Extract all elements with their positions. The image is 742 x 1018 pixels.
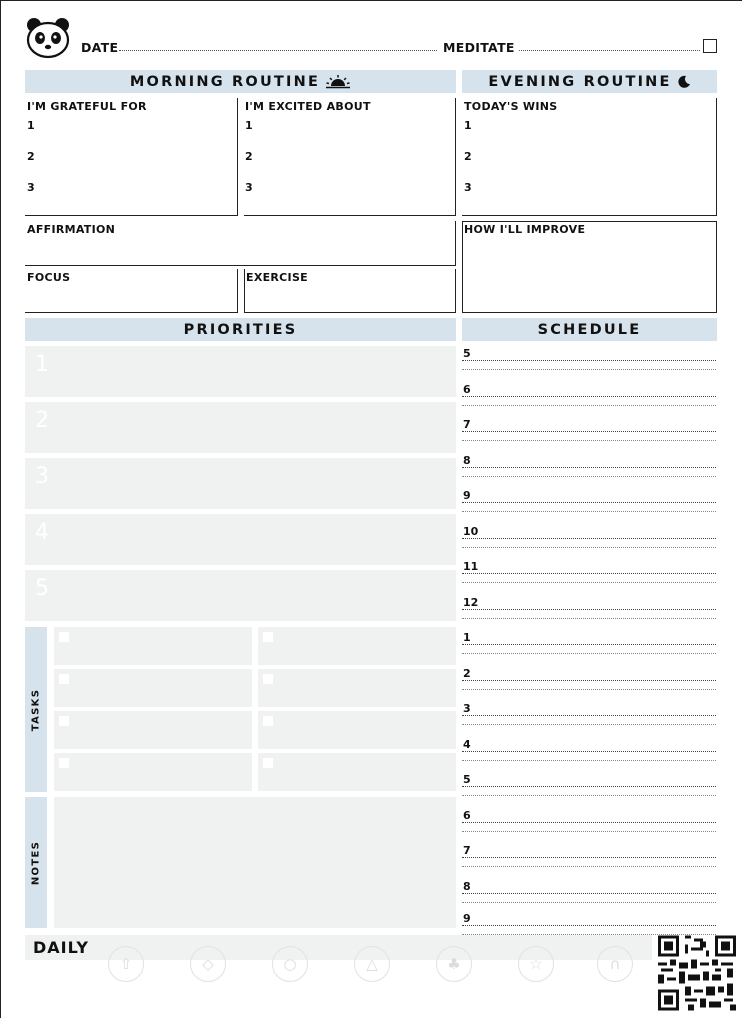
schedule-hour: 4: [463, 737, 471, 751]
schedule-row[interactable]: [462, 343, 716, 379]
schedule-hour: 8: [463, 879, 471, 893]
moon-icon: [677, 75, 691, 89]
grateful-number: 3: [27, 181, 35, 194]
excited-number: 3: [245, 181, 253, 194]
schedule-row[interactable]: [462, 840, 716, 876]
task-checkbox[interactable]: [59, 632, 69, 642]
excited-label: I'M EXCITED ABOUT: [245, 100, 371, 113]
task-checkbox[interactable]: [263, 674, 273, 684]
grateful-label: I'M GRATEFUL FOR: [27, 100, 147, 113]
schedule-hour: 9: [463, 912, 471, 925]
meditate-label: MEDITATE: [443, 40, 515, 55]
schedule-hour: 2: [463, 666, 471, 680]
schedule-hour: 6: [463, 382, 471, 396]
panda-logo-icon: [24, 15, 72, 61]
schedule-hour: 7: [463, 418, 471, 431]
priority-row[interactable]: [25, 570, 456, 621]
schedule-row[interactable]: [462, 450, 716, 486]
schedule-header: [462, 318, 717, 341]
priority-number: 3: [35, 464, 49, 489]
meditate-field[interactable]: [519, 50, 700, 51]
task-item[interactable]: [258, 753, 456, 791]
task-checkbox[interactable]: [263, 758, 273, 768]
schedule-row[interactable]: [462, 769, 716, 805]
excited-box[interactable]: [244, 98, 456, 216]
schedule-hour: 5: [463, 773, 471, 786]
improve-label: HOW I'LL IMPROVE: [464, 223, 586, 236]
excited-number: 2: [245, 150, 253, 163]
schedule-row[interactable]: [462, 627, 716, 663]
qr-code-icon[interactable]: [658, 935, 736, 1011]
exercise-label: EXERCISE: [246, 271, 308, 284]
priority-row[interactable]: [25, 346, 456, 397]
excited-number: 1: [245, 119, 253, 132]
schedule-row[interactable]: [462, 556, 716, 592]
grateful-number: 2: [27, 150, 35, 163]
schedule-row[interactable]: [462, 592, 716, 628]
priority-number: 2: [35, 408, 49, 433]
schedule-row[interactable]: [462, 734, 716, 770]
schedule-row[interactable]: [462, 521, 716, 557]
wins-number: 2: [464, 150, 472, 163]
priorities-header: [25, 318, 456, 341]
schedule-row[interactable]: [462, 805, 716, 841]
wins-number: 3: [464, 181, 472, 194]
priority-row[interactable]: [25, 402, 456, 453]
task-checkbox[interactable]: [59, 716, 69, 726]
schedule-hour: 1: [463, 631, 471, 644]
schedule-row[interactable]: [462, 876, 716, 912]
notes-area[interactable]: [54, 797, 456, 928]
task-item[interactable]: [54, 669, 252, 707]
priorities-title: PRIORITIES: [183, 321, 298, 338]
star-icon[interactable]: ☆: [518, 946, 554, 982]
notes-side-label: [25, 797, 47, 928]
clover-icon[interactable]: ♣: [436, 946, 472, 982]
task-item[interactable]: [258, 627, 456, 665]
todays-wins-box[interactable]: [462, 98, 717, 216]
schedule-hour: 8: [463, 453, 471, 467]
schedule-hour: 7: [463, 844, 471, 857]
schedule-hour: 3: [463, 702, 471, 715]
tasks-side-label: [25, 627, 47, 792]
task-item[interactable]: [54, 711, 252, 749]
task-item[interactable]: [258, 669, 456, 707]
task-checkbox[interactable]: [263, 632, 273, 642]
schedule-row[interactable]: [462, 663, 716, 699]
morning-routine-header: [25, 70, 456, 93]
task-checkbox[interactable]: [59, 674, 69, 684]
focus-label: FOCUS: [27, 271, 71, 284]
schedule-hour: 11: [463, 560, 479, 573]
task-checkbox[interactable]: [59, 758, 69, 768]
schedule-hour: 12: [463, 595, 479, 609]
wins-number: 1: [464, 119, 472, 132]
task-item[interactable]: [54, 627, 252, 665]
date-label: DATE: [81, 40, 119, 55]
schedule-hour: 10: [463, 524, 479, 538]
task-item[interactable]: [54, 753, 252, 791]
grateful-box[interactable]: [25, 98, 238, 216]
bell-icon[interactable]: △: [354, 946, 390, 982]
schedule-row[interactable]: [462, 414, 716, 450]
grateful-number: 1: [27, 119, 35, 132]
horseshoe-icon[interactable]: ∩: [597, 946, 633, 982]
task-item[interactable]: [258, 711, 456, 749]
diamond-icon[interactable]: ◇: [190, 946, 226, 982]
schedule-hour: 9: [463, 489, 471, 502]
affirmation-label: AFFIRMATION: [27, 223, 116, 236]
schedule-hour: 5: [463, 347, 471, 360]
priority-row[interactable]: [25, 458, 456, 509]
evening-routine-header: [462, 70, 717, 93]
todays-wins-label: TODAY'S WINS: [464, 100, 558, 113]
apple-icon[interactable]: ○: [272, 946, 308, 982]
priority-number: 5: [35, 576, 49, 601]
schedule-row[interactable]: [462, 379, 716, 415]
footer-title: DAILY: [33, 938, 89, 957]
notes-label: NOTES: [30, 840, 42, 885]
schedule-row[interactable]: [462, 485, 716, 521]
schedule-hour: 6: [463, 808, 471, 822]
priority-row[interactable]: [25, 514, 456, 565]
sunrise-icon: [325, 74, 351, 90]
morning-routine-title: MORNING ROUTINE: [129, 73, 321, 90]
date-field[interactable]: [119, 50, 437, 51]
up-arrow-icon[interactable]: ⇧: [108, 946, 144, 982]
task-checkbox[interactable]: [263, 716, 273, 726]
priority-number: 1: [35, 352, 49, 377]
priority-number: 4: [35, 520, 49, 545]
schedule-title: SCHEDULE: [537, 321, 642, 338]
schedule-row[interactable]: [462, 698, 716, 734]
tasks-label: TASKS: [30, 688, 42, 731]
evening-routine-title: EVENING ROUTINE: [488, 73, 672, 90]
meditate-checkbox[interactable]: [703, 39, 717, 53]
